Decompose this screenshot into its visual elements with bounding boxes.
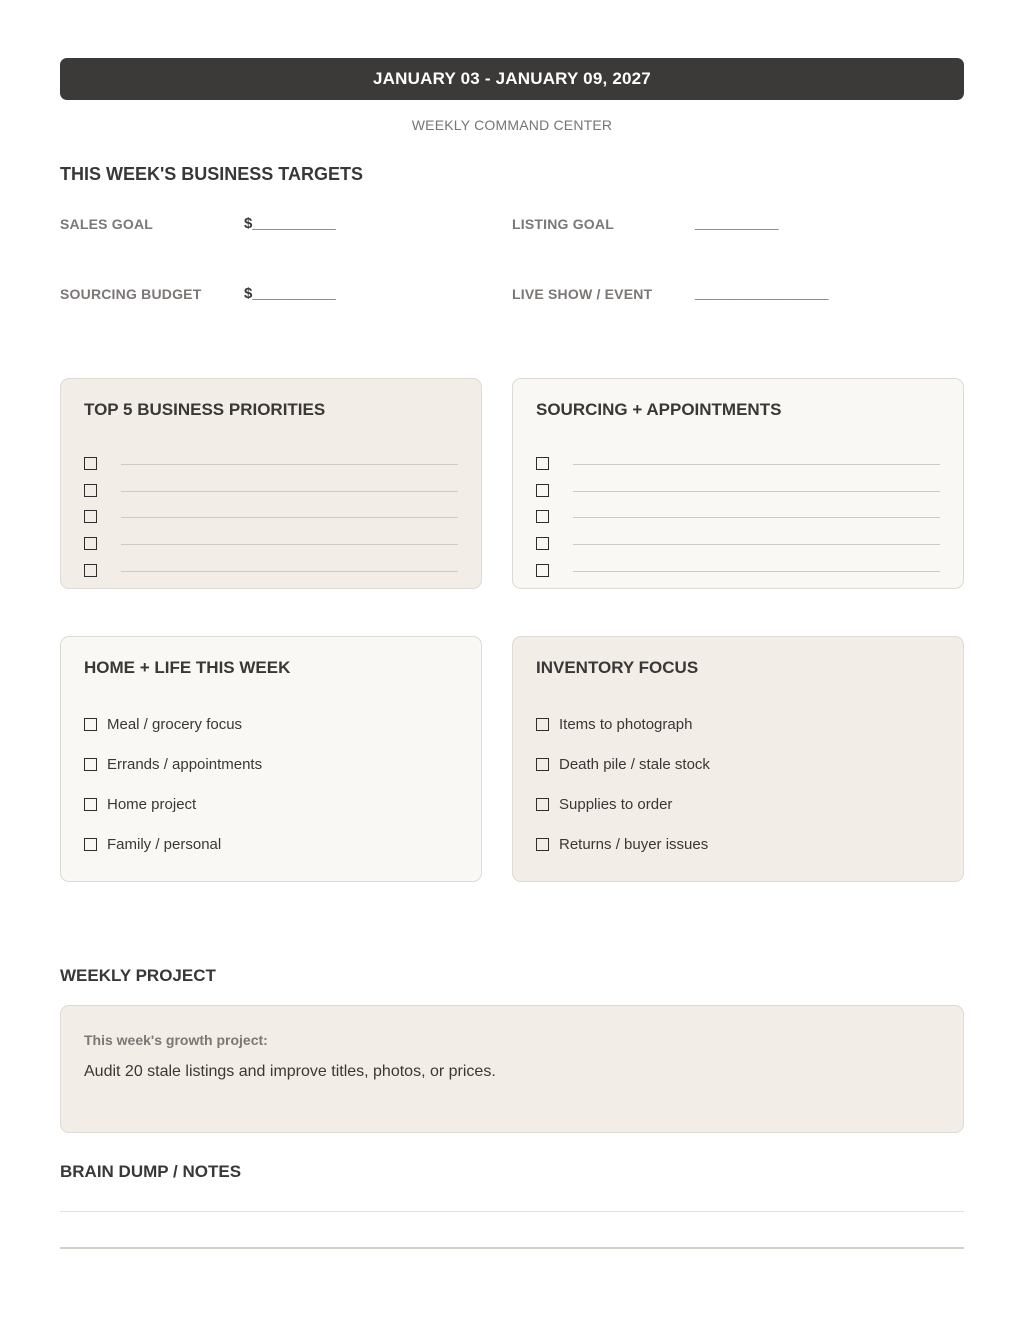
sourcing-row — [536, 537, 940, 551]
home-life-title: HOME + LIFE THIS WEEK — [84, 658, 291, 677]
write-line[interactable] — [121, 517, 458, 518]
item-label: Supplies to order — [559, 796, 673, 813]
checkbox[interactable] — [84, 510, 97, 523]
item-label: Meal / grocery focus — [107, 716, 243, 733]
write-line[interactable] — [573, 544, 940, 545]
priority-row — [84, 537, 458, 551]
sales-goal-label: SALES GOAL — [60, 216, 154, 232]
date-range-banner — [60, 58, 964, 100]
checkbox[interactable] — [536, 537, 549, 550]
checkbox[interactable] — [84, 718, 97, 731]
checkbox[interactable] — [536, 484, 549, 497]
checkbox[interactable] — [84, 838, 97, 851]
notes-heading: BRAIN DUMP / NOTES — [60, 1162, 242, 1181]
priority-row — [84, 510, 458, 524]
checkbox[interactable] — [536, 798, 549, 811]
write-line[interactable] — [121, 544, 458, 545]
checkbox[interactable] — [536, 510, 549, 523]
checkbox[interactable] — [84, 484, 97, 497]
date-range-title: JANUARY 03 - JANUARY 09, 2027 — [373, 69, 651, 88]
write-line[interactable] — [121, 491, 458, 492]
write-line[interactable] — [573, 517, 940, 518]
item-label: Errands / appointments — [107, 756, 263, 773]
checkbox[interactable] — [536, 838, 549, 851]
write-line[interactable] — [573, 464, 940, 465]
checkbox[interactable] — [84, 564, 97, 577]
live-show-field[interactable]: ________________ — [695, 285, 829, 302]
weekly-project-label: This week's growth project: — [84, 1032, 268, 1048]
page-subtitle: WEEKLY COMMAND CENTER — [411, 117, 613, 133]
write-line[interactable] — [121, 464, 458, 465]
item-label: Returns / buyer issues — [559, 836, 709, 853]
checkbox[interactable] — [84, 537, 97, 550]
item-label: Death pile / stale stock — [559, 756, 710, 773]
sourcing-row — [536, 510, 940, 524]
weekly-project-text[interactable]: Audit 20 stale listings and improve titles, photos, or prices. — [84, 1063, 496, 1080]
sales-goal-field[interactable]: $__________ — [244, 215, 336, 232]
listing-goal-field[interactable]: __________ — [695, 215, 779, 232]
sourcing-card — [512, 378, 964, 589]
priorities-card — [60, 378, 482, 589]
sourcing-budget-field[interactable]: $__________ — [244, 285, 336, 302]
targets-heading: THIS WEEK'S BUSINESS TARGETS — [60, 164, 363, 184]
checkbox[interactable] — [536, 564, 549, 577]
sourcing-row — [536, 457, 940, 471]
item-label: Home project — [107, 796, 197, 813]
weekly-project-card — [60, 1005, 964, 1133]
inventory-card — [512, 636, 964, 882]
home-life-card — [60, 636, 482, 882]
sourcing-budget-label: SOURCING BUDGET — [60, 286, 202, 302]
checkbox[interactable] — [536, 758, 549, 771]
checkbox[interactable] — [536, 718, 549, 731]
priority-row — [84, 457, 458, 471]
priority-row — [84, 484, 458, 498]
priorities-title: TOP 5 BUSINESS PRIORITIES — [84, 400, 326, 419]
priority-row — [84, 564, 458, 578]
weekly-project-heading: WEEKLY PROJECT — [60, 966, 216, 985]
checkbox[interactable] — [84, 798, 97, 811]
sourcing-row — [536, 484, 940, 498]
sourcing-title: SOURCING + APPOINTMENTS — [536, 400, 782, 419]
notes-line[interactable] — [60, 1247, 964, 1249]
sourcing-row — [536, 564, 940, 578]
write-line[interactable] — [121, 571, 458, 572]
inventory-title: INVENTORY FOCUS — [536, 658, 699, 677]
checkbox[interactable] — [536, 457, 549, 470]
write-line[interactable] — [573, 571, 940, 572]
checkbox[interactable] — [84, 457, 97, 470]
item-label: Family / personal — [107, 836, 222, 853]
item-label: Items to photograph — [559, 716, 693, 733]
notes-line[interactable] — [60, 1211, 964, 1212]
checkbox[interactable] — [84, 758, 97, 771]
listing-goal-label: LISTING GOAL — [512, 216, 614, 232]
write-line[interactable] — [573, 491, 940, 492]
live-show-label: LIVE SHOW / EVENT — [512, 286, 653, 302]
